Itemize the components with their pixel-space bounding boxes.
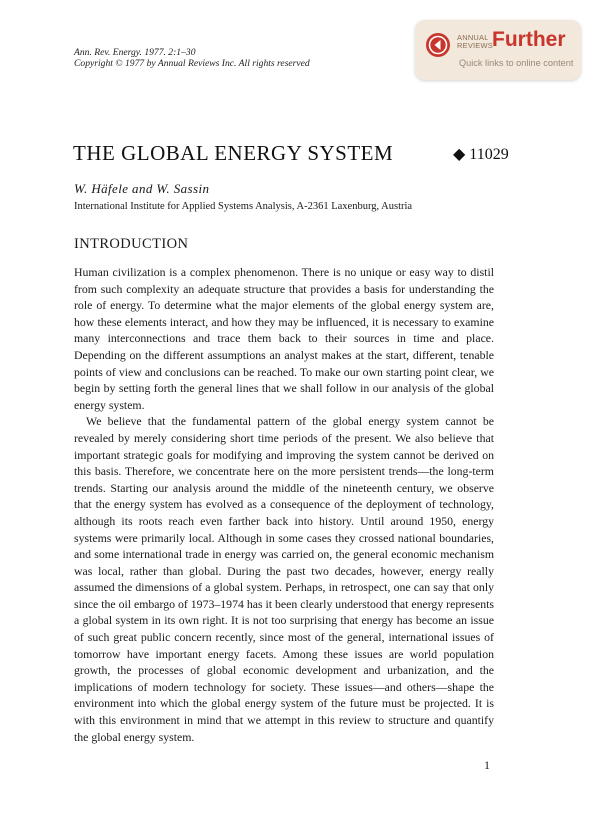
body-text [74,264,494,745]
section-heading: INTRODUCTION [74,236,189,252]
citation-line-1: Ann. Rev. Energy. 1977. 2:1–30 [74,47,196,58]
article-id: ◆ 11029 [453,146,509,163]
paragraph: Human civilization is a complex phenomenon. There is no unique or easy way to distil from such complexity an adequate structure that provides a basis for understanding the role of energy. To determine what the major elements of the global energy system are, how these elements interact, and how they may be influenced, it is necessary to examine many interconnections and trace them back to their sources in time and place. Depending on the different assumptions an analyst makes at the start, different, tenable points of view and conclusions can be reached. To make our own starting point clear, we begin by setting forth the general lines that we shall follow in our analysis of the global energy system. [74,265,494,412]
page-number: 1 [484,758,490,772]
further-subtitle: Quick links to online content [459,58,574,68]
annual-reviews-logo-text [457,34,493,50]
publisher-line-1: ANNUAL [457,33,489,42]
journal-citation [74,47,310,69]
paragraph: We believe that the fundamental pattern of the global energy system cannot be revealed by merely considering short time periods of the present. We also believe that important strategic goals for modifying and improving the system cannot be derived on this basis. Therefore, we concentrate here on the more persistent trends—the long-term trends. Starting our analysis around the middle of the nineteenth century, we observe that the energy system has evolved as a consequence of the deployment of technology, although its roots reach even farther back into history. Until around 1950, energy systems were primarily local. Although in some cases they crossed national boundaries, and some international trade in energy was carried on, the general economic mechanism was local, rather than global. During the past two decades, however, energy really assumed the dimensions of a global system. Perhaps, in retrospect, one can say that only since the oil embargo of 1973–1974 has it been clearly understood that energy represents a global system in its own right. It is not too surprising that energy has become an issue of such great public concern recently, since most of the general, international issues of tomorrow have important energy facets. Among these issues are world population growth, the processes of global economic development and urbanization, and the implications of modern technology for society. These issues—and others—shape the environment into which the global energy system of the future must be projected. It is with this environment in mind that we attempt in this review to structure and quantify the global energy system. [74,414,494,744]
arrow-left-circle-icon [425,32,451,58]
citation-line-2: Copyright © 1977 by Annual Reviews Inc. All rights reserved [74,58,310,69]
further-links-badge[interactable] [415,20,581,80]
affiliation: International Institute for Applied Systems Analysis, A-2361 Laxenburg, Austria [74,201,413,212]
article-title: THE GLOBAL ENERGY SYSTEM [73,141,394,165]
authors: W. Häfele and W. Sassin [74,181,210,196]
further-label: Further [492,28,566,51]
publisher-line-2: REVIEWS [457,41,493,50]
